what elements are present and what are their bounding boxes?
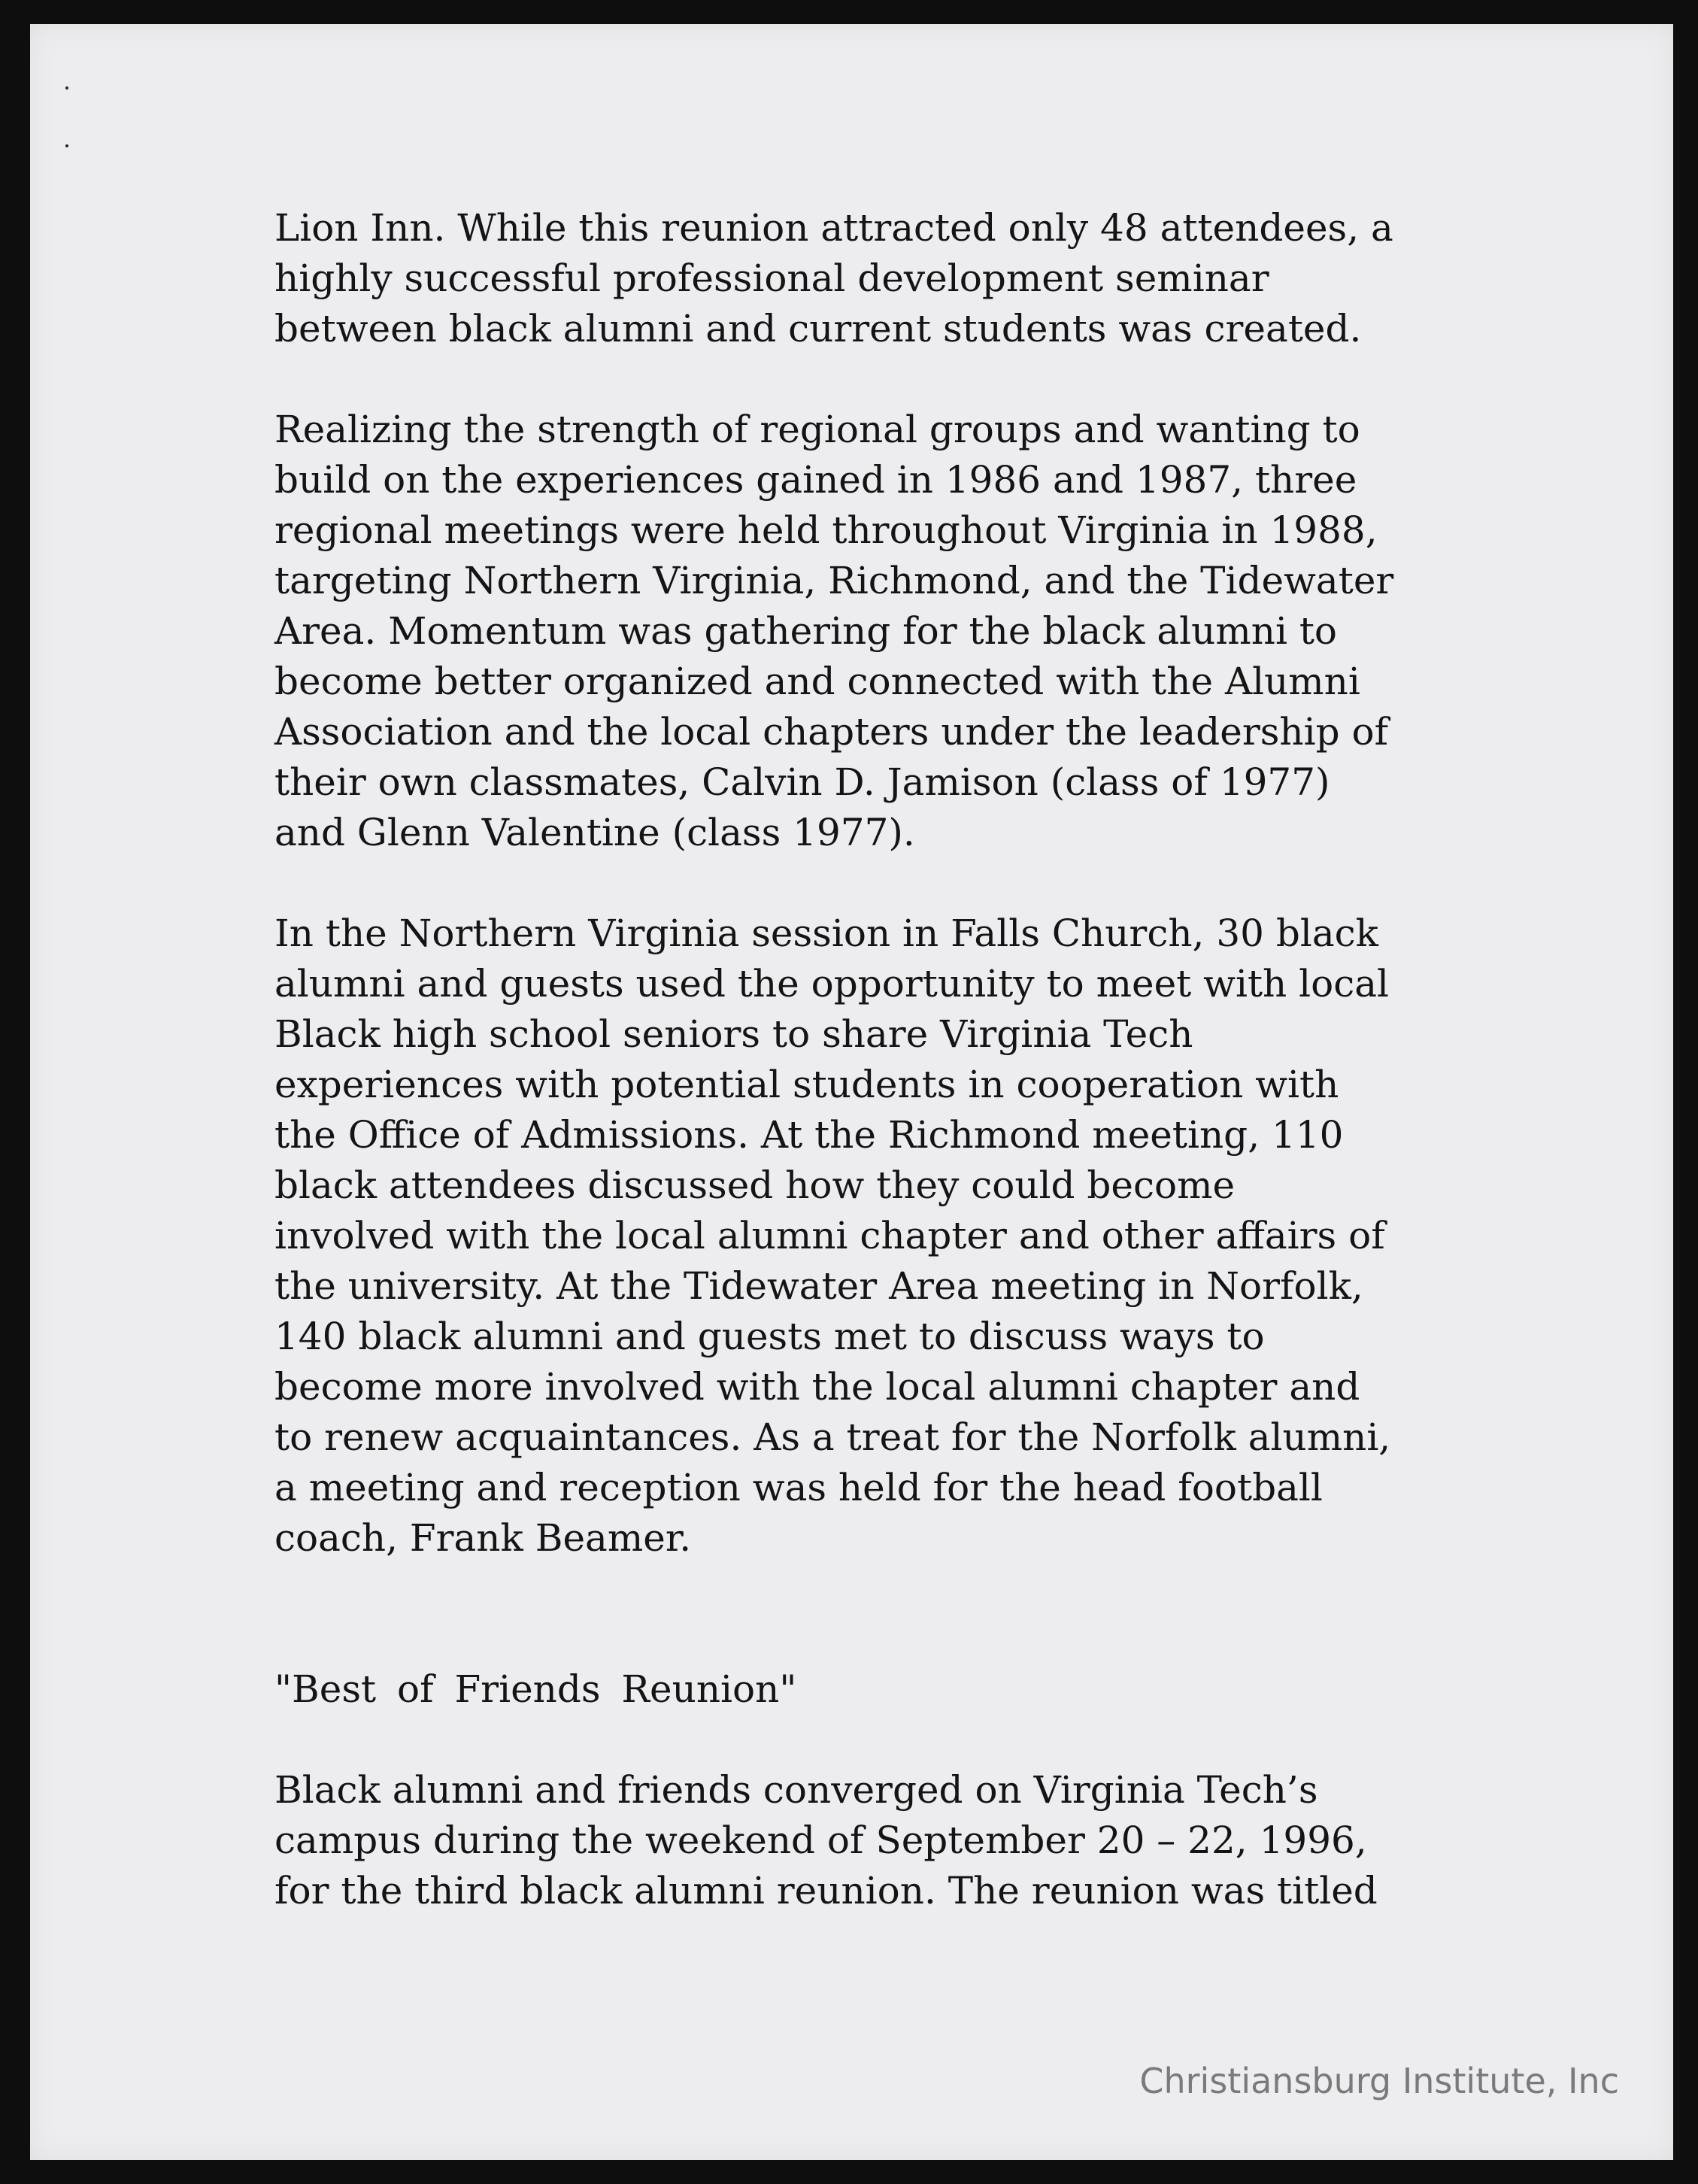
- text-line: to renew acquaintances. As a treat for the Norfolk alumni,: [274, 1415, 1391, 1459]
- section-heading: "Best of Friends Reunion": [274, 1667, 797, 1711]
- text-line: Black alumni and friends converged on Virginia Tech’s: [274, 1768, 1318, 1812]
- text-line: and Glenn Valentine (class 1977).: [274, 811, 915, 854]
- paragraph-1: [274, 203, 1448, 354]
- text-line: experiences with potential students in cooperation with: [274, 1063, 1339, 1106]
- paper-speck: [65, 144, 68, 147]
- text-line: build on the experiences gained in 1986 and 1987, three: [274, 458, 1357, 502]
- text-line: highly successful professional development seminar: [274, 256, 1269, 300]
- text-line: Area. Momentum was gathering for the black alumni to: [274, 609, 1338, 653]
- paper-speck: [65, 86, 68, 89]
- watermark: Christiansburg Institute, Inc: [1139, 2061, 1619, 2101]
- paragraph-4: [274, 1765, 1448, 1916]
- text-line: the Office of Admissions. At the Richmond meeting, 110: [274, 1113, 1344, 1157]
- text-line: their own classmates, Calvin D. Jamison (class of 1977): [274, 760, 1330, 804]
- text-line: between black alumni and current students was created.: [274, 307, 1362, 350]
- text-line: Lion Inn. While this reunion attracted only 48 attendees, a: [274, 206, 1393, 250]
- text-line: targeting Northern Virginia, Richmond, and the Tidewater: [274, 559, 1394, 602]
- text-line: for the third black alumni reunion. The reunion was titled: [274, 1869, 1378, 1913]
- text-line: alumni and guests used the opportunity to meet with local: [274, 962, 1390, 1006]
- text-line: a meeting and reception was held for the head football: [274, 1466, 1323, 1509]
- text-line: In the Northern Virginia session in Falls Church, 30 black: [274, 912, 1378, 955]
- text-line: the university. At the Tidewater Area meeting in Norfolk,: [274, 1264, 1363, 1308]
- text-line: black attendees discussed how they could become: [274, 1163, 1236, 1207]
- text-line: Realizing the strength of regional groups and wanting to: [274, 408, 1360, 451]
- text-line: Black high school seniors to share Virginia Tech: [274, 1012, 1193, 1056]
- paragraph-3: [274, 908, 1448, 1564]
- text-line: regional meetings were held throughout Virginia in 1988,: [274, 508, 1378, 552]
- document-body: [274, 203, 1448, 1967]
- text-line: involved with the local alumni chapter and other affairs of: [274, 1214, 1385, 1257]
- text-line: campus during the weekend of September 20 – 22, 1996,: [274, 1818, 1367, 1862]
- section-spacer: [274, 1614, 1448, 1664]
- text-line: 140 black alumni and guests met to discuss ways to: [274, 1315, 1265, 1358]
- text-line: become more involved with the local alumni chapter and: [274, 1365, 1360, 1409]
- paragraph-2: [274, 405, 1448, 858]
- text-line: become better organized and connected with the Alumni: [274, 660, 1360, 703]
- text-line: coach, Frank Beamer.: [274, 1516, 692, 1560]
- text-line: Association and the local chapters under the leadership of: [274, 710, 1389, 754]
